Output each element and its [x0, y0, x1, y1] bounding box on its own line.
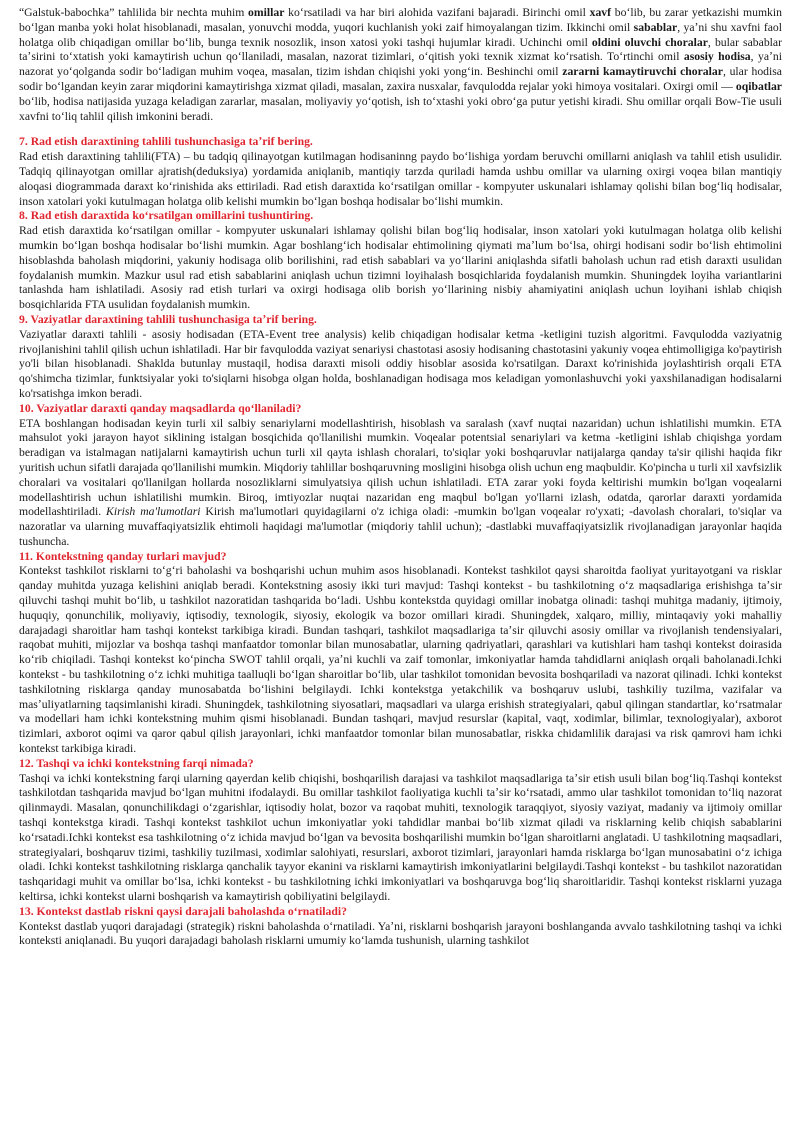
- section-11: [19, 550, 782, 757]
- section-10: [19, 402, 782, 550]
- text-span: “Galstuk-babochka” tahlilida bir nechta muhim: [19, 6, 249, 19]
- bold-term: xavf: [589, 6, 612, 19]
- italic-term: Kirish ma'lumotlari: [106, 505, 201, 519]
- section-heading: 9. Vaziyatlar daraxtining tahlili tushunchasiga taʼrif bering.: [19, 312, 317, 326]
- text-span: , ular hodisa sodir boʻlgandan keyin zarar miqdorini kamaytirishga xizmat qiladi, masalan, zaxira nusxalar, favqulodda rejalar yoki himoya vositalari. Oxirgi omil —: [19, 65, 782, 93]
- bold-term: omillar: [248, 6, 285, 19]
- bold-term: zararni kamaytiruvchi choralar: [562, 65, 723, 79]
- section-body: Rad etish daraxtining tahlili(FTA) – bu tadqiq qilinayotgan kutilmagan hodisaninng paydo boʻlishiga yordam beruvchi omillarni aniqlash va tahlil etish usulidir. Tadqiq qilinayotgan omillar ajratish(deduksiya) yordamida aniqlanib, mantiqiy tarzda quriladi hamda ushbu omillar va ularning oxirgi voqea bilan mantiqiy aloqasi diogrammada daraxt koʻrinishida aks ettiriladi. Rad etish daraxtida koʻrsatilgan omillar - kompyuter uskunalari ishlamay qolishi bilan bogʻliq hodisalar, inson xatolari yoki kutulmagan holatga olib kelishi mumkin boʻlgan boshqa hodisalar boʻlishi mumkin.: [19, 150, 782, 208]
- section-heading: 7. Rad etish daraxtining tahlili tushunchasiga taʼrif bering.: [19, 135, 313, 149]
- section-body: Kontekst dastlab yuqori darajadagi (strategik) riskni baholashda oʻrnatiladi. Yaʼni, risklarni boshqarish jarayoni boshlanganda avvalo tashkilotning tashqi va ichki konteksti aniqlanadi. Bu yuqori darajadagi baholash risklarni umumiy koʻlamda tushunish, ularning tashkilot: [19, 919, 782, 948]
- section-body: Vaziyatlar daraxti tahlili - asosiy hodisadan (ETA-Event tree analysis) kelib chiqadigan hodisalar ketma -ketligini tuzish algoritmi. Favqulodda vaziyatnig rivojlanishini tahlil qilish uchun ishlatiladi. Har bir favqulodda vaziyat senariysi chastotasi asosiy hodisaning chastotasini yakuniy voqea ehtimolligiga ko'paytirish yo'li bilan hisoblanadi. Shaklda butunlay mustaqil, hodisa daraxti misoli oddiy hisoblar asosida ko'rsatilgan. Daraxt ko'rinishida joylashtirish orqali ETA qo'shimcha tizimlar, funktsiyalar yoki to'siqlarni hisobga olgan holda, boshlanadigan hodisaga mos keladigan yomonlashuvchi yoki yaxshilanadigan hodisalarni ko'rsatishga imkon beradi.: [19, 327, 782, 400]
- text-span: , yaʼni nazorat yoʻqolganda sodir boʻladigan muhim voqea, masalan, tizim ishdan chiqishi yoki yongʻin. Beshinchi omil: [19, 50, 783, 79]
- bold-term: asosiy hodisa: [683, 50, 751, 64]
- text-span: boʻlib, hodisa natijasida yuzaga keladigan zararlar, masalan, moliyaviy yoʻqotish, ish toʻxtashi yoki obroʻga putur yetishi kiradi. Shu omillar orqali Bow-Tie usuli xavfni toʻliq tahlil qilish imkonini beradi.: [19, 94, 782, 123]
- intro-section: [19, 6, 782, 124]
- section-heading: 10. Vaziyatlar daraxti qanday maqsadlarda qoʻllaniladi?: [19, 401, 302, 415]
- section-heading: 11. Kontekstning qanday turlari mavjud?: [19, 549, 227, 563]
- text-span: , yaʼni shu xavfni faol holatga olib chiqadigan omillar boʻlib, bunga texnik nosozlik, inson xatosi yoki tashqi hujumlar kiradi. Uchinchi omil: [19, 20, 782, 49]
- bold-term: oqibatlar: [735, 79, 782, 93]
- section-12: [19, 757, 782, 905]
- text-span: Kirish ma'lumotlari quyidagilarni o'z ichiga oladi: -mumkin bo'lgan voqealar ro'yxati; -davolash choralari, to'siqlar va nazoratlar va ularning muvaffaqiyatsizlik ehtimoli haqidagi ma'lumotlar (miqdoriy tahlil uchun); -dastlabki muvaffaqiyatsizlik rivojlanadigan jarayonlar haqida tushuncha.: [19, 505, 782, 548]
- section-7: [19, 135, 782, 209]
- text-span: , bular sabablar taʼsirini toʻxtatish yoki kamaytirish uchun qoʻllaniladi, masalan, nazorat tizimlari, oʻqitish yoki texnik xizmat koʻrsatish. Toʻrtinchi omil: [19, 35, 782, 64]
- bold-term: oldini oluvchi choralar: [591, 35, 708, 49]
- section-body: Kontekst tashkilot risklarni toʻgʻri baholashi va boshqarishi uchun muhim asos hisoblanadi. Kontekst tashkilot qaysi sharoitda faoliyat yuritayotgani va risklar qanday muhitda yuzaga kelishini aniqlab beradi. Kontekstning asosiy ikki turi mavjud: Tashqi kontekst - bu tashkilotning oʻz maqsadlariga erishishga taʼsir qiluvchi tashqi muhit boʻlib, u tashkilot nazoratidan tashqarida boʻladi. Ushbu kontekstda quyidagi omillar inobatga olinadi: tashqi muhitga madaniy, ijtimoiy, huquqiy, qonunchilik, moliyaviy, iqtisodiy, texnologik, siyosiy, ekologik va bozor omillari kiradi. Shuningdek, xalqaro, milliy, mintaqaviy yoki mahalliy darajadagi sharoitlar ham tashqi kontekst tarkibiga kiradi. Bundan tashqari, tashkilot maqsadlariga taʼsir qiluvchi asosiy omillar va rivojlanish tendensiyalari, raqobat muhiti, mijozlar va boshqa tashqi manfaatdor tomonlar bilan munosabatlar, ularning qadriyatlari, qarashlari va kutishlari ham tashqi kontekst doirasida koʻrib chiqiladi. Tashqi kontekst koʻpincha SWOT tahlil orqali, yaʼni kuchli va zaif tomonlar, imkoniyatlar hamda tahdidlarni aniqlash orqali baholanadi.Ichki kontekst - bu tashkilotning oʻz ichki muhitiga taalluqli boʻlgan sharoitlar boʻlib, ular tashkilot tomonidan bevosita boshqariladi va nazorat qilinadi. Ichki kontekst tashkilotning risklarga qanday munosabatda boʻlishini belgilaydi. Ichki kontekstga yetakchilik va boshqaruv uslubi, tashkiliy tuzilma, vazifalar va masʼuliyatlarning taqsimlanishi kiradi. Shuningdek, tashkilotning siyosatlari, maqsadlari va ularga erishish strategiyalari, qabul qilingan standartlar, koʻrsatmalar va modellari ham ichki kontekstning muhim qismi hisoblanadi. Bundan tashqari, mavjud resurslar (kapital, vaqt, xodimlar, bilimlar, texnologiyalar), axborot tizimlari, axborot oqimi va qaror qabul qilish jarayonlari, ichki manfaatdor tomonlar bilan munosabatlar, riskka chidamlilik darajasi va risk qamrovi ham ichki kontekst tarkibiga kiradi.: [19, 564, 782, 756]
- section-9: [19, 313, 782, 402]
- intro-paragraph: [19, 6, 782, 124]
- section-heading: 8. Rad etish daraxtida koʻrsatilgan omillarini tushuntiring.: [19, 209, 314, 223]
- text-span: koʻrsatiladi va har biri alohida vazifani bajaradi. Birinchi omil: [284, 6, 590, 19]
- section-body: Rad etish daraxtida koʻrsatilgan omillar - kompyuter uskunalari ishlamay qolishi bilan bogʻliq hodisalar, inson xatolari yoki kutulmagan holatga olib kelishi mumkin boʻlgan boshqa hodisalar boʻlishi mumkin. Agar boshlangʻich hodisalar ehtimolining qiymati maʼlum boʻlsa, ohirgi hodisani sodir boʻlish ehtimolini hisoblashda baholash miqdorini, yakuniy hodisaga olib borilishini, rad etish sabablari va yoʻllarini aniqlashda sifatli baholash uchun rad etish daraxti usulidan foydalanish mumkin. Mazkur usul rad etish sabablarini aniqlash uchun tizimni loyihalash bosqichlarida foydalanish mumkin. Shuningdek loyiha variantlarini tanlashda ham ishlatiladi. Asosiy rad etish turlari va oxirgi hodisaga olib borish yoʻllarining nisbiy ahamiyatini aniqlash uchun loyihani ishlab chiqish bosqichlarida FTA usulidan foydalanish mumkin.: [19, 224, 782, 312]
- text-span: ETA boshlangan hodisadan keyin turli xil salbiy senariylarni modellashtirish, hisoblash va saralash (xavf nuqtai nazaridan) uchun ishlatilishi mumkin. ETA mahsulot yoki jarayon hayot siklining istalgan bosqichida qo'llanilishi mumkin. Voqealar potentsial senariylari va ketma -ketligini ishlab chiqishga yordam beradigan va istalmagan natijalarni kamaytirish uchun turli xil qayta ishlash choralari, to'siqlar yoki boshqaruvlar natijalarga qanday ta'sir qilishi haqida fikr yuritish uchun sifatli darajada qo'llanilishi mumkin. Miqdoriy tahlillar boshqaruvning mosligini hisobga olish uchun eng maqbuldir. Ko'pincha u turli xil xavfsizlik choralari va vositalari qo'llanilgan hollarda nosozliklarni simulyatsiya qilish uchun ishlatiladi. ETA zarar yoki foyda keltirishi mumkin bo'lgan voqealarni modellashtirish uchun ishlatilishi mumkin. Biroq, imtiyozlar nuqtai nazaridan eng maqbul bo'lgan yo'llarni izlash, odatda, qarorlar daraxti yordamida modellashtiriladi.: [19, 416, 782, 519]
- section-8: [19, 209, 782, 313]
- bold-term: sabablar: [633, 20, 678, 34]
- section-gap: [19, 124, 782, 135]
- text-span: boʻlib, bu zarar yetkazishi mumkin boʻlgan manba yoki holat hisoblanadi, masalan, yonuvchi modda, yuqori kuchlanish yoki zaif himoyalangan tizim. Ikkinchi omil: [19, 6, 782, 34]
- section-heading: 12. Tashqi va ichki kontekstning farqi nimada?: [19, 756, 254, 770]
- section-body: [19, 417, 782, 550]
- section-13: [19, 905, 782, 949]
- section-body: Tashqi va ichki kontekstning farqi ularning qayerdan kelib chiqishi, boshqarilish darajasi va tashkilot maqsadlariga taʼsir etish usuli bilan bogʻliq.Tashqi kontekst tashkilotdan tashqarida mavjud boʻlgan muhitni ifodalaydi. Bu omillar tashkilot faoliyatiga kuchli taʼsir koʻrsatadi, ammo ular tashkilot tomonidan toʻliq nazorat qilinmaydi. Masalan, qonunchilikdagi oʻzgarishlar, iqtisodiy holat, bozor va raqobat muhiti, texnologik taraqqiyot, siyosiy vaziyat, madaniy va ijtimoiy omillar tashqi kontekstga kiradi. Tashqi kontekst tashkilot uchun imkoniyatlar yoki tahdidlar manbai boʻlib xizmat qiladi va risklarning kelib chiqish sabablarini koʻrsatadi.Ichki kontekst esa tashkilotning oʻz ichida mavjud boʻlgan va bevosita boshqarilishi mumkin boʻlgan sharoitlarni anglatadi. U tashkilotning maqsadlari, strategiyalari, boshqaruv tizimi, tashkiliy tuzilmasi, xodimlar salohiyati, resurslari, axborot tizimlari, jarayonlari hamda risklarga boʻlgan munosabatini oʻz ichiga oladi. Ichki kontekst tashkilotning risklarga qanchalik tayyor ekanini va risklarni kamaytirish imkoniyatlarini belgilaydi.Tashqi kontekst - bu tashkilot nazoratidan tashqaridagi muhit va omillar boʻlsa, ichki kontekst - bu tashkilotning ichki imkoniyatlari va boshqaruvga bogʻliq sharoitlaridir. Tashqi kontekst risklarni yuzaga keltirsa, ichki kontekst ularni boshqarish va kamaytirish qobiliyatini belgilaydi.: [19, 771, 782, 904]
- section-heading: 13. Kontekst dastlab riskni qaysi darajali baholashda oʻrnatiladi?: [19, 904, 347, 918]
